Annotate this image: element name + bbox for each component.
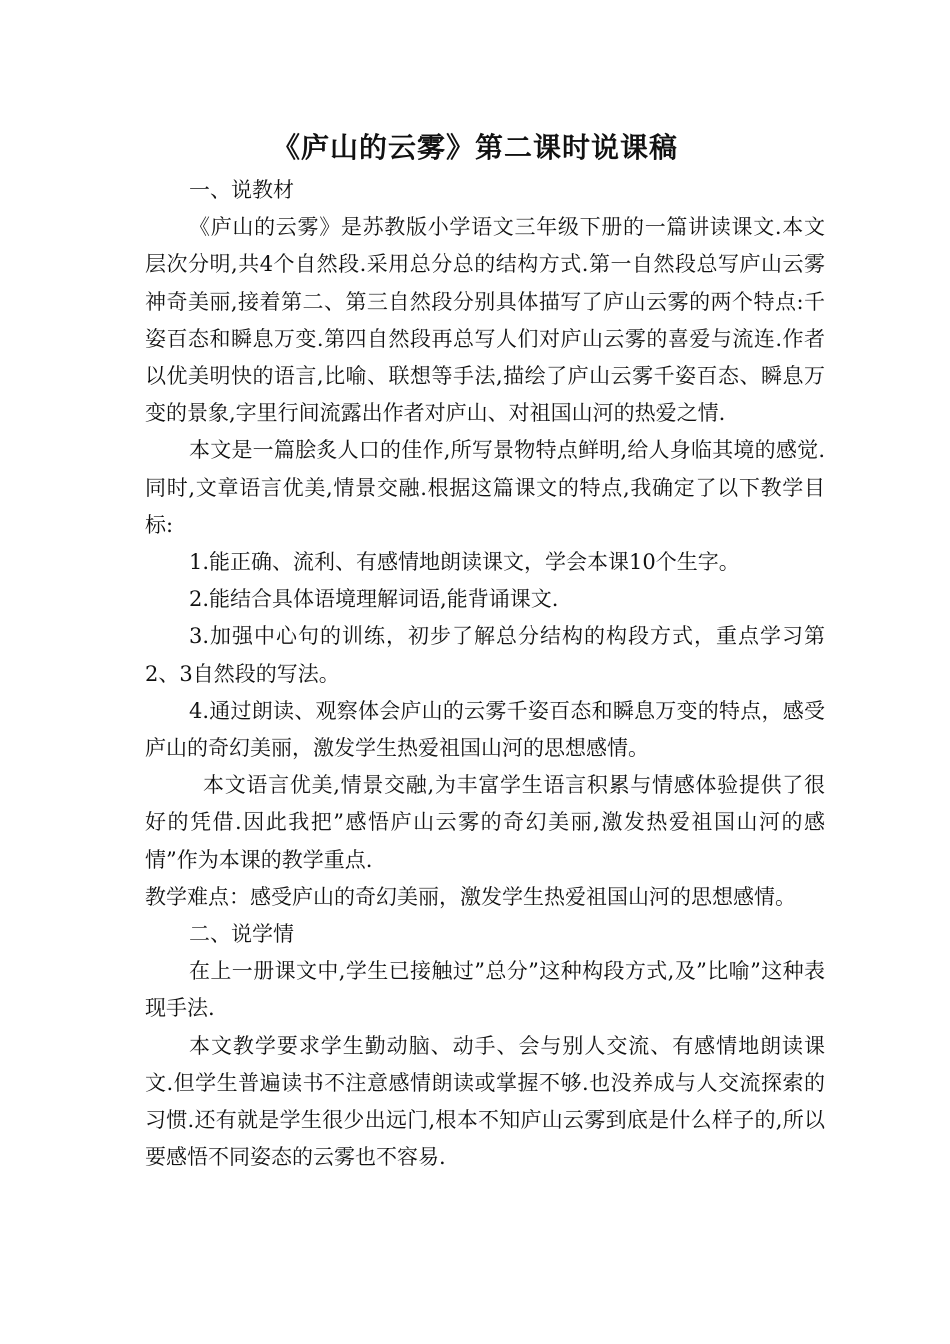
heading-learners: 二、说学情 [189,922,294,947]
heading-textbook: 一、说教材 [189,178,294,202]
goal-item-4: 4.通过朗读、观察体会庐山的云雾千姿百态和瞬息万变的特点，感受庐山的奇幻美丽，激发学生热爱祖国山河的思想感情。 [145,698,825,761]
paragraph-prior-knowledge: 在上一册课文中,学生已接触过”总分”这种构段方式,及”比喻”这种表现手法. [145,959,825,1021]
goal-item-2: 2.能结合具体语境理解词语,能背诵课文. [189,587,559,612]
goal-item-3: 3.加强中心句的训练，初步了解总分结构的构段方式，重点学习第2、3自然段的写法。 [145,624,825,686]
paragraph-learner-challenges: 本文教学要求学生勤动脑、动手、会与别人交流、有感情地朗读课文.但学生普遍读书不注意感情朗读或掌握不够.也没养成与人交流探索的习惯.还有就是学生很少出远门,根本不知庐山云雾到底是什么样子的,所以要感悟不同姿态的云雾也不容易. [145,1033,825,1170]
document-title: 《庐山的云雾》第二课时说课稿 [271,131,678,164]
goal-item-1: 1.能正确、流利、有感情地朗读课文，学会本课10个生字。 [189,550,740,575]
paragraph-textbook-intro: 《庐山的云雾》是苏教版小学语文三年级下册的一篇讲读课文.本文层次分明,共4个自然段.采用总分总的结构方式.第一自然段总写庐山云雾神奇美丽,接着第二、第三自然段分别具体描写了庐山云雾的两个特点:千姿百态和瞬息万变.第四自然段再总写人们对庐山云雾的喜爱与流连.作者以优美明快的语言,比喻、联想等手法,描绘了庐山云雾千姿百态、瞬息万变的景象,字里行间流露出作者对庐山、对祖国山河的热爱之情. [145,215,825,426]
document-body [145,172,825,1176]
paragraph-difficulty: 教学难点：感受庐山的奇幻美丽，激发学生热爱祖国山河的思想感情。 [145,884,796,909]
paragraph-key-point: 本文语言优美,情景交融,为丰富学生语言积累与情感体验提供了很好的凭借.因此我把”感悟庐山云雾的奇幻美丽,激发热爱祖国山河的感情”作为本课的教学重点. [145,773,825,872]
paragraph-teaching-goals-intro: 本文是一篇脍炙人口的佳作,所写景物特点鲜明,给人身临其境的感觉.同时,文章语言优美,情景交融.根据这篇课文的特点,我确定了以下教学目标: [145,438,825,537]
